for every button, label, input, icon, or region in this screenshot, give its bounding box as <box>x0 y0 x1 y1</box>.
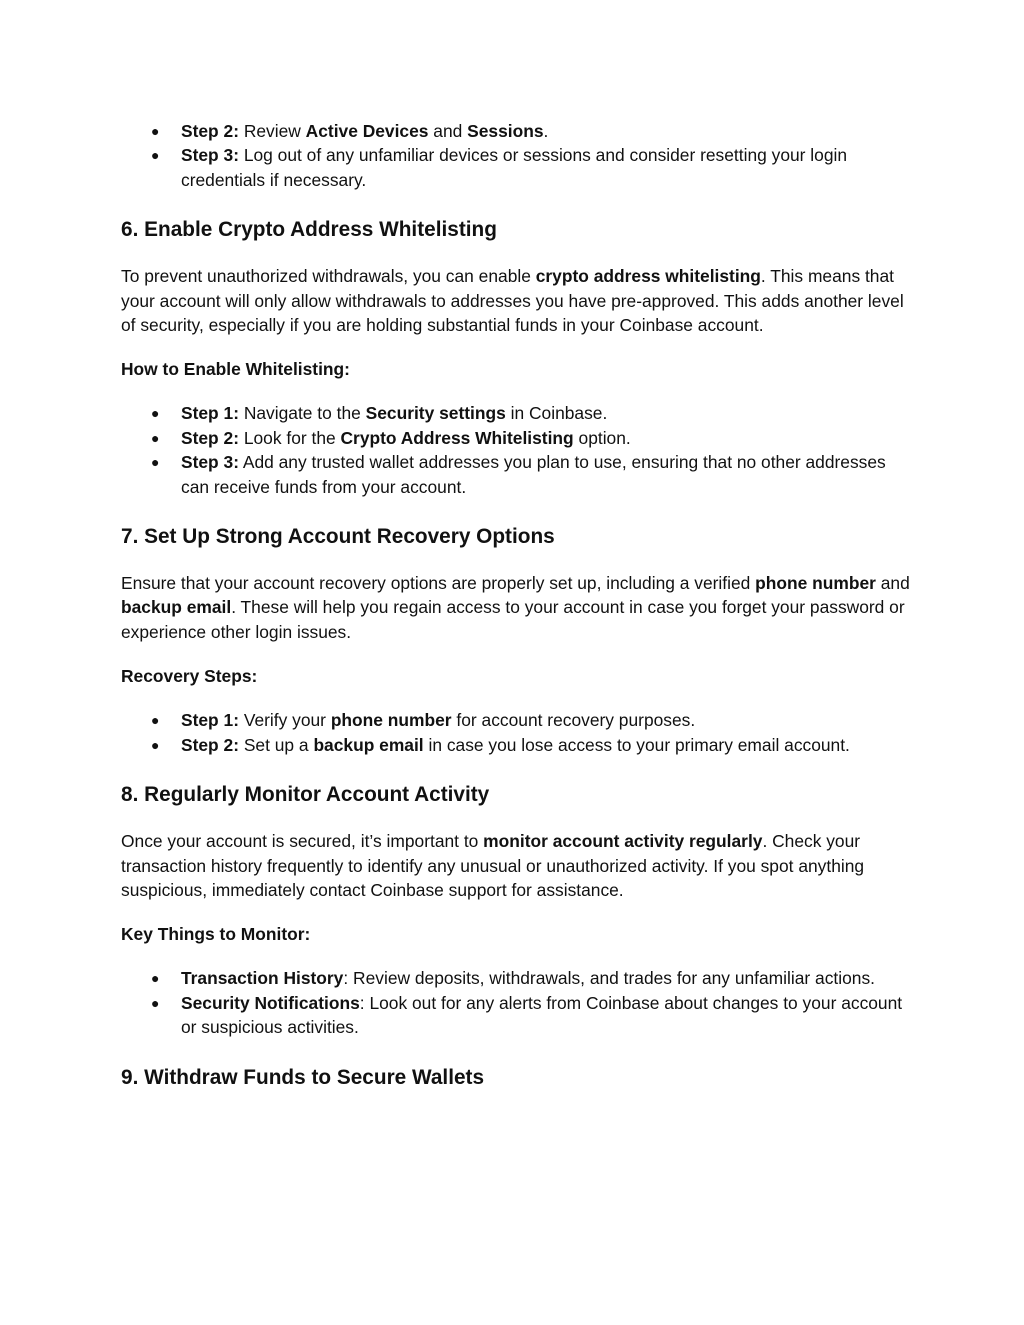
section-heading: 9. Withdraw Funds to Secure Wallets <box>121 1065 485 1089</box>
section-paragraph: Ensure that your account recovery options are properly set up, including a verified phone number and backup email. These will help you regain access to your account in case you forget your password or experience other login issues. <box>121 573 910 642</box>
list-item: ● Transaction History: Review deposits, withdrawals, and trades for any unfamiliar actions. <box>121 966 911 990</box>
bullet-icon: ● <box>151 429 160 446</box>
bullet-icon: ● <box>151 123 160 139</box>
section-paragraph: To prevent unauthorized withdrawals, you can enable crypto address whitelisting. This means that your account will only allow withdrawals to addresses you have pre-approved. This adds another level of security, especially if you are holding substantial funds in your Coinbase account. <box>121 266 904 336</box>
list-item: ● Step 1: Verify your phone number for account recovery purposes. <box>121 708 911 732</box>
document-page <box>121 119 911 1092</box>
list-item: ● Step 3: Add any trusted wallet addresses you plan to use, ensuring that no other addresses can receive funds from your account. <box>151 452 886 497</box>
section-subheading: Recovery Steps: <box>121 666 258 687</box>
list-item: ● Step 2: Review Active Devices and Sessions. <box>121 119 911 143</box>
section-heading: 6. Enable Crypto Address Whitelisting <box>121 218 497 242</box>
step-list <box>121 401 911 499</box>
list-item: ● Security Notifications: Look out for any alerts from Coinbase about changes to your account or suspicious activities. <box>151 992 903 1038</box>
bullet-icon: ● <box>151 712 160 729</box>
list-item: ● Step 1: Navigate to the Security settings in Coinbase. <box>121 401 911 425</box>
section-subheading: Key Things to Monitor: <box>121 924 311 945</box>
bullet-icon: ● <box>151 994 160 1011</box>
list-item: ● Step 2: Look for the Crypto Address Whitelisting option. <box>121 426 911 450</box>
bullet-icon: ● <box>151 147 160 164</box>
list-item: ● Step 2: Set up a backup email in case you lose access to your primary email account. <box>121 733 911 757</box>
monitor-list <box>121 966 911 1039</box>
bullet-icon: ● <box>151 405 160 422</box>
step-list <box>121 708 911 757</box>
bullet-icon: ● <box>151 736 160 753</box>
section-heading: 7. Set Up Strong Account Recovery Options <box>121 525 555 549</box>
list-item: ● Step 3: Log out of any unfamiliar devices or sessions and consider resetting your login credentials if necessary. <box>151 145 848 190</box>
bullet-icon: ● <box>151 970 160 987</box>
section-subheading: How to Enable Whitelisting: <box>121 359 350 380</box>
section-heading: 8. Regularly Monitor Account Activity <box>121 783 490 807</box>
bullet-icon: ● <box>151 454 160 471</box>
top-step-list <box>121 119 911 192</box>
section-paragraph: Once your account is secured, it’s important to monitor account activity regularly. Check your transaction history frequently to identify any unusual or unauthorized activity. If you spot anything suspicious, immediately contact Coinbase support for assistance. <box>121 831 865 900</box>
